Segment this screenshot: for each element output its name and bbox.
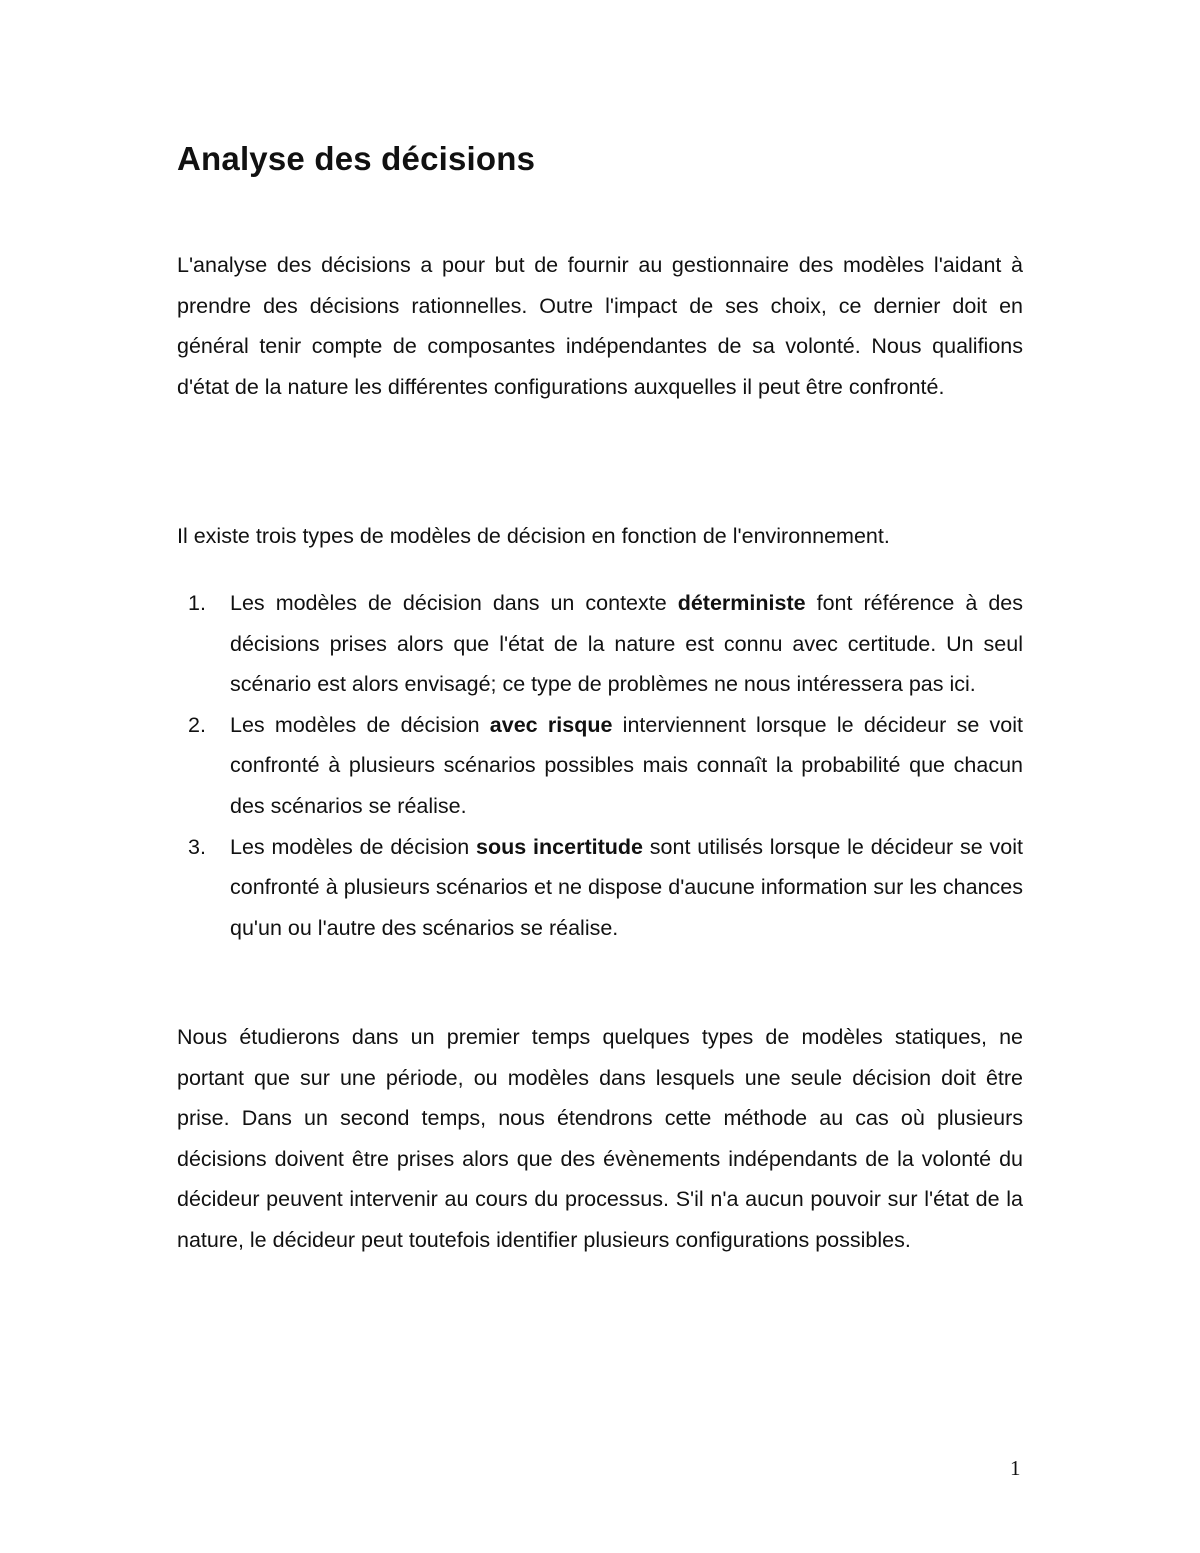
- list-item-text-before: Les modèles de décision: [230, 834, 477, 859]
- list-item-text-after: sont utilisés lorsque le décideur se voit confronté à plusieurs scénarios et ne dispose d'aucune information sur les chances qu'un ou l'autre des scénarios se réalise.: [230, 834, 1024, 940]
- intro-paragraph: L'analyse des décisions a pour but de fournir au gestionnaire des modèles l'aidant à prendre des décisions rationnelles. Outre l'impact de ses choix, ce dernier doit en général tenir compte de composantes indépendantes de sa volonté. Nous qualifions d'état de la nature les différentes configurations auxquelles il peut être confronté.: [177, 253, 1023, 399]
- list-item-number: 1.: [188, 591, 206, 615]
- list-item-text-after: font référence à des décisions prises alors que l'état de la nature est connu avec certitude. Un seul scénario est alors envisagé; ce type de problèmes ne nous intéressera pas ici.: [230, 591, 1023, 697]
- list-item-keyword: déterministe: [677, 591, 806, 615]
- list-item-number: 3.: [188, 834, 206, 859]
- outro-paragraph: Nous étudierons dans un premier temps quelques types de modèles statiques, ne portant que sur une période, ou modèles dans lesquels une seule décision doit être prise. Dans un second temps, nous étendrons cette méthode au cas où plusieurs décisions doivent être prises alors que des évènements indépendants de la volonté du décideur peuvent intervenir au cours du processus. S'il n'a aucun pouvoir sur l'état de la nature, le décideur peut toutefois identifier plusieurs configurations possibles.: [177, 1025, 1023, 1252]
- list-item: [177, 705, 1023, 827]
- lead-paragraph: Il existe trois types de modèles de décision en fonction de l'environnement.: [177, 524, 890, 548]
- list-item: [177, 827, 1023, 949]
- list-item-keyword: sous incertitude: [476, 834, 643, 859]
- decision-types-list: [177, 583, 1023, 948]
- list-item-text-before: Les modèles de décision dans un contexte: [230, 591, 678, 615]
- list-item: [177, 583, 1023, 705]
- list-item-number: 2.: [188, 712, 206, 737]
- list-item-keyword: avec risque: [489, 712, 613, 737]
- list-item-text-after: interviennent lorsque le décideur se voit confronté à plusieurs scénarios possibles mais connaît la probabilité que chacun des scénarios se réalise.: [230, 712, 1024, 818]
- page-number: 1: [1010, 1456, 1021, 1480]
- list-item-text-before: Les modèles de décision: [230, 712, 490, 737]
- page-title: Analyse des décisions: [177, 140, 536, 177]
